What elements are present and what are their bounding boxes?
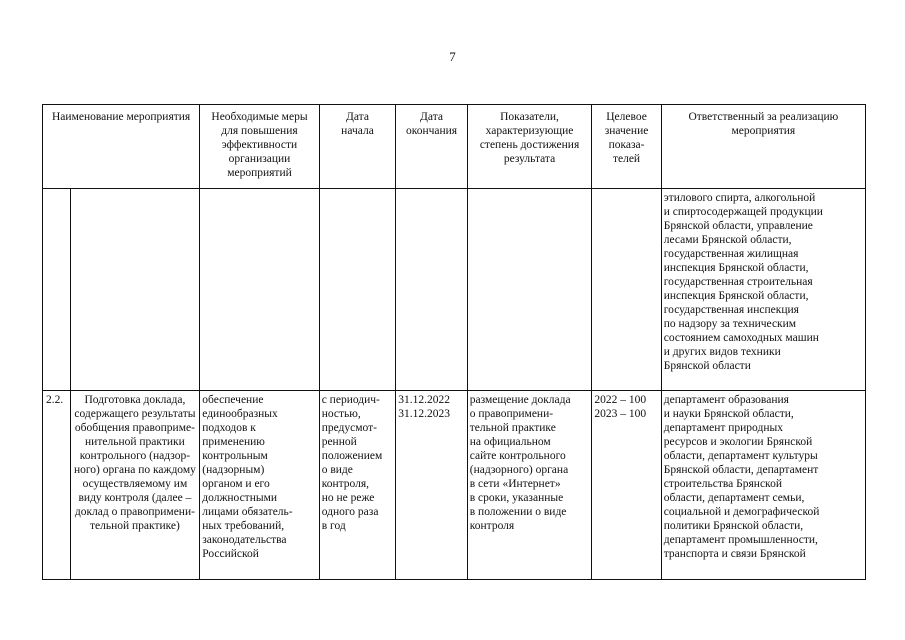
header-start-date: Дата начала	[319, 105, 396, 189]
cell-name: Подготовка доклада, содержащего результаты обобщения правоприме- нительной практики контрольного (надзор- ного) органа по каждому осуществляемому им виду контроля (далее – доклад о правопримени- тельной практике)	[70, 391, 200, 580]
header-end-date: Дата окончания	[396, 105, 467, 189]
table-row-continued	[43, 189, 866, 391]
cell-end-date: 31.12.2022 31.12.2023	[396, 391, 467, 580]
cell-number-empty	[43, 189, 71, 391]
cell-measures: обеспечение единообразных подходов к применению контрольным (надзорным) органом и его должностными лицами обязатель- ных требований, законодательства Российской	[200, 391, 319, 580]
cell-indicators-empty	[467, 189, 592, 391]
cell-end-empty	[396, 189, 467, 391]
cell-responsible: департамент образования и науки Брянской области, департамент природных ресурсов и экологии Брянской области, департамент культуры Брянской области, департамент строительства Брянской области, департамент семьи, социальной и демографической политики Брянской области, департамент промышленности, транспорта и связи Брянской	[661, 391, 865, 580]
cell-target-empty	[592, 189, 661, 391]
header-indicators: Показатели, характеризующие степень достижения результата	[467, 105, 592, 189]
cell-number: 2.2.	[43, 391, 71, 580]
header-target-value: Целевое значение показа- телей	[592, 105, 661, 189]
table-header-row	[43, 105, 866, 189]
header-responsible: Ответственный за реализацию мероприятия	[661, 105, 865, 189]
header-name: Наименование мероприятия	[43, 105, 200, 189]
header-measures: Необходимые меры для повышения эффективности организации мероприятий	[200, 105, 319, 189]
measures-table	[42, 104, 866, 580]
cell-measures-empty	[200, 189, 319, 391]
cell-start-date: с периодич- ностью, предусмот- ренной положением о виде контроля, но не реже одного раза в год	[319, 391, 396, 580]
cell-start-empty	[319, 189, 396, 391]
cell-target-value: 2022 – 100 2023 – 100	[592, 391, 661, 580]
cell-responsible-continued: этилового спирта, алкогольной и спиртосодержащей продукции Брянской области, управление лесами Брянской области, государственная жилищная инспекция Брянской области, государственная строительная инспекция Брянской области, государственная инспекция по надзору за техническим состоянием самоходных машин и других видов техники Брянской области	[661, 189, 865, 391]
page-number: 7	[449, 49, 456, 64]
cell-indicators: размещение доклада о правопримени- тельной практике на официальном сайте контрольного (надзорного) органа в сети «Интернет» в сроки, указанные в положении о виде контроля	[467, 391, 592, 580]
table-row-2-2	[43, 391, 866, 580]
cell-name-empty	[70, 189, 200, 391]
